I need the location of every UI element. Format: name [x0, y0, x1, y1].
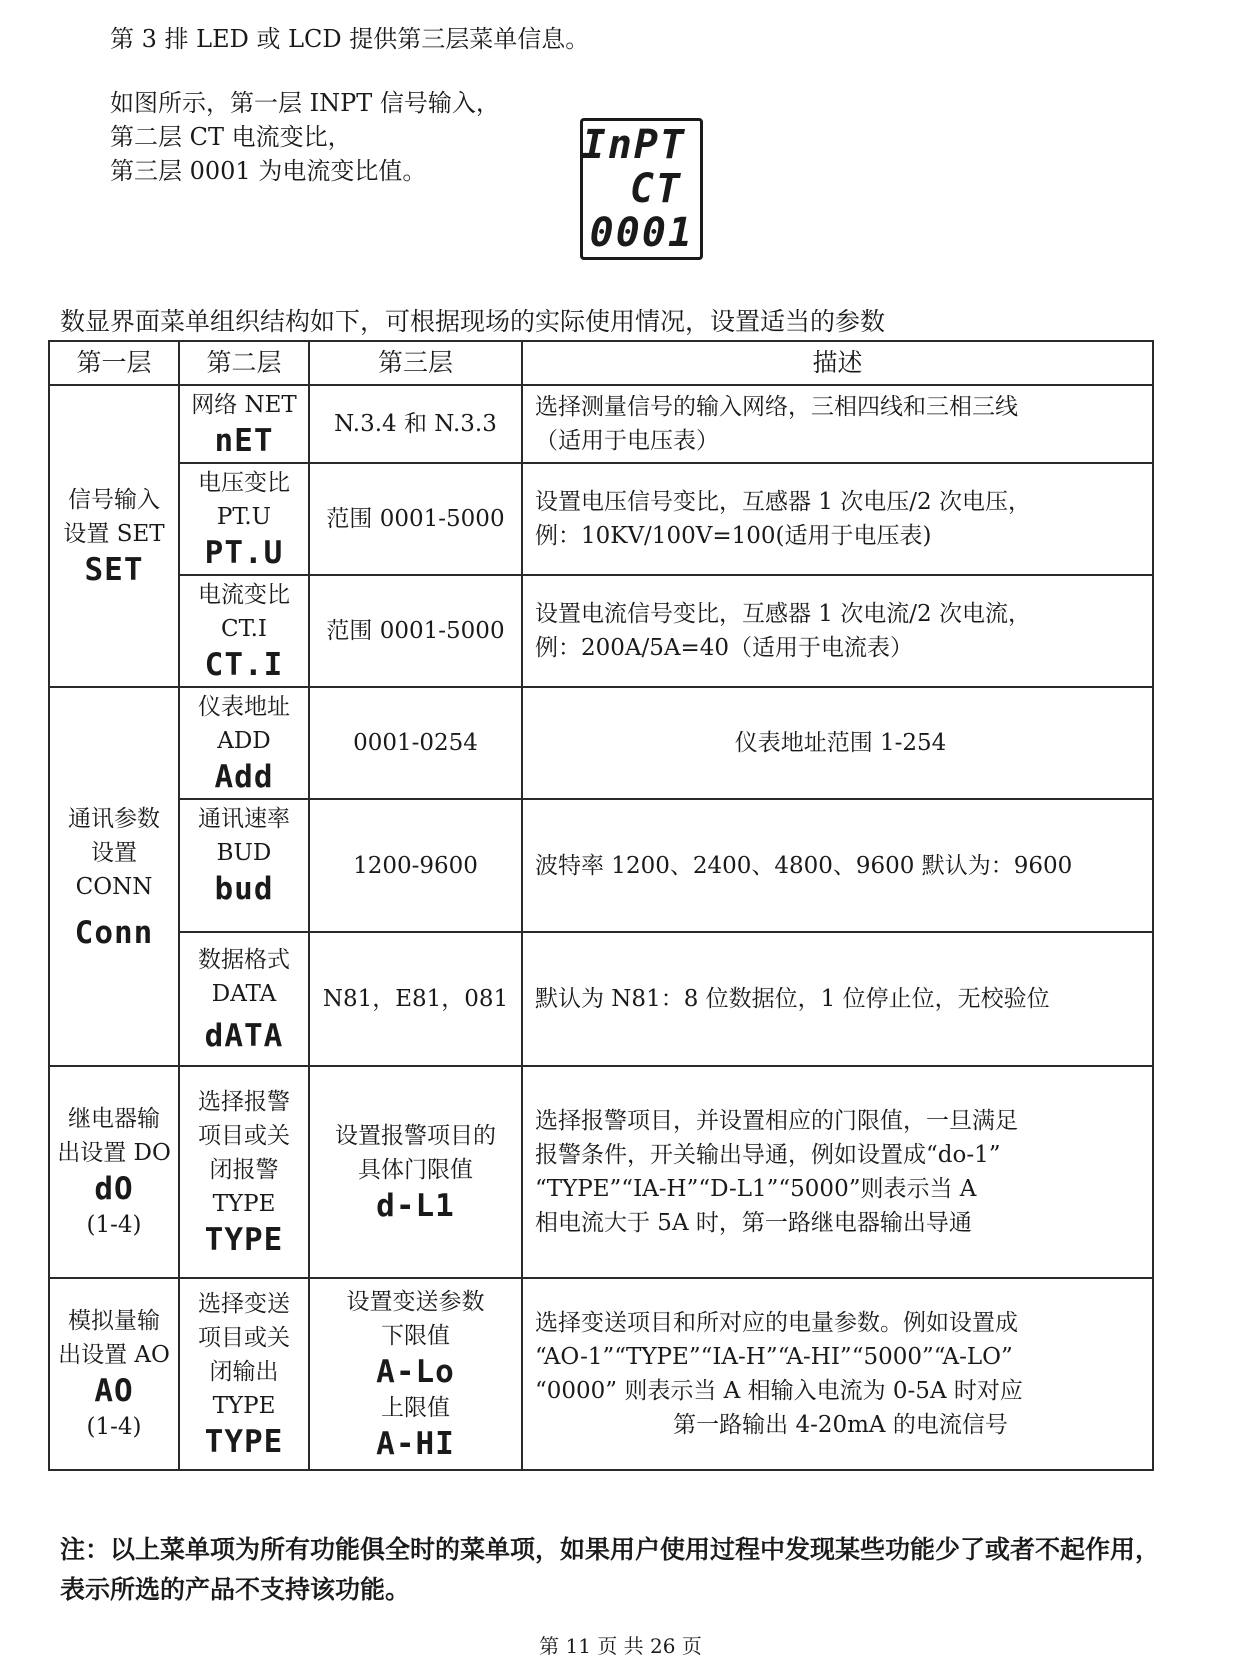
level-2-label: 选择变送: [198, 1291, 290, 1317]
description-line: 设置电流信号变比，互感器 1 次电流/2 次电流，: [535, 601, 1031, 627]
level-2-label: 项目或关: [198, 1123, 290, 1149]
lcd-row-2: CT: [629, 166, 682, 212]
level-2-label: PT.U: [216, 504, 272, 530]
table-row: [49, 687, 1153, 799]
table-row: [49, 463, 1153, 575]
level-1-cell-set: [49, 385, 179, 687]
level-2-label: 仪表地址: [198, 694, 290, 720]
level-3-label: 设置报警项目的: [335, 1123, 496, 1149]
level-3-label: 设置变送参数: [346, 1289, 485, 1315]
description-line: 波特率 1200、2400、4800、9600 默认为：9600: [535, 852, 1073, 879]
description-line: 选择报警项目，并设置相应的门限值，一旦满足: [535, 1108, 1018, 1134]
level-2-cell: [179, 1278, 309, 1470]
description-cell: [522, 385, 1153, 463]
description-line: 设置电压信号变比，互感器 1 次电压/2 次电压，: [535, 489, 1031, 515]
level-2-label: 闭输出: [209, 1359, 279, 1385]
description-cell: [522, 1278, 1153, 1470]
level-2-cell: [179, 687, 309, 799]
level-3-cell: 范围 0001-5000: [309, 463, 522, 575]
level-1-label: 设置 CONN: [75, 839, 153, 900]
level-2-label: 项目或关: [198, 1325, 290, 1351]
segment-display-text: PT.U: [204, 535, 284, 571]
table-row: [49, 385, 1153, 463]
header-description: 描述: [522, 341, 1153, 385]
level-1-cell-ao: [49, 1278, 179, 1470]
level-1-label: 信号输入: [68, 487, 160, 513]
description-line: 选择测量信号的输入网络，三相四线和三相三线: [535, 394, 1018, 420]
segment-display-text: TYPE: [204, 1222, 284, 1258]
footnote: 注：以上菜单项为所有功能俱全时的菜单项，如果用户使用过程中发现某些功能少了或者不起作用，表示所选的产品不支持该功能。: [60, 1535, 1161, 1604]
level-3-cell: 范围 0001-5000: [309, 575, 522, 687]
table-row: [49, 575, 1153, 687]
level-3-cell: [309, 1066, 522, 1278]
description-cell: [522, 687, 1153, 799]
level-1-label: 设置 SET: [63, 521, 165, 547]
level-2-label: ADD: [217, 728, 271, 754]
segment-display-text: TYPE: [204, 1424, 284, 1460]
level-3-cell: N81，E81，081: [309, 932, 522, 1066]
level-2-cell: [179, 1066, 309, 1278]
page-number: 第 11 页 共 26 页: [539, 1634, 702, 1658]
level-1-label: 继电器输: [68, 1106, 160, 1132]
intro-line-4: 第三层 0001 为电流变比值。: [110, 157, 427, 185]
level-1-label: (1-4): [86, 1414, 142, 1440]
level-1-label: 出设置 DO: [57, 1140, 171, 1166]
level-2-label: 网络 NET: [191, 392, 297, 418]
intro-line-2: 如图所示，第一层 INPT 信号输入，: [110, 89, 500, 117]
table-row: [49, 1066, 1153, 1278]
level-2-label: DATA: [211, 981, 277, 1007]
description-line: 相电流大于 5A 时，第一路继电器输出导通: [535, 1210, 972, 1236]
level-3-label: 上限值: [381, 1395, 450, 1421]
description-line: （适用于电压表）: [535, 428, 719, 454]
description-cell: [522, 1066, 1153, 1278]
segment-display-text: dO: [94, 1171, 134, 1207]
description-cell: [522, 799, 1153, 932]
level-3-cell: [309, 1278, 522, 1470]
lcd-display-illustration: [580, 118, 703, 260]
segment-display-text: AO: [94, 1373, 134, 1409]
description-line: 默认为 N81：8 位数据位，1 位停止位，无校验位: [535, 986, 1050, 1012]
segment-display-text: d-L1: [376, 1188, 455, 1224]
segment-display-text: nET: [214, 423, 274, 459]
level-1-cell-do: [49, 1066, 179, 1278]
segment-display-text: bud: [214, 871, 274, 907]
description-line: 选择变送项目和所对应的电量参数。例如设置成: [535, 1310, 1018, 1336]
segment-display-text: CT.I: [204, 647, 284, 683]
table-row: [49, 1278, 1153, 1470]
segment-display-text: A-HI: [376, 1426, 455, 1462]
level-1-label: 通讯参数: [68, 805, 160, 832]
description-cell: [522, 932, 1153, 1066]
header-level-3: 第三层: [309, 341, 522, 385]
lcd-row-1: InPT: [581, 122, 686, 168]
description-line: “TYPE”“IA-H”“D-L1”“5000”则表示当 A: [535, 1176, 977, 1202]
level-3-cell: 1200-9600: [309, 799, 522, 932]
table-row: [49, 799, 1153, 932]
level-2-label: 选择报警: [198, 1089, 290, 1115]
header-level-1: 第一层: [49, 341, 179, 385]
header-level-2: 第二层: [179, 341, 309, 385]
segment-display-text: SET: [84, 552, 144, 588]
level-1-label: (1-4): [86, 1212, 142, 1238]
intro-line-3: 第二层 CT 电流变比，: [110, 123, 352, 151]
level-2-cell: [179, 932, 309, 1066]
level-2-label: 通讯速率: [198, 806, 290, 832]
description-line: 例：10KV/100V=100(适用于电压表): [535, 523, 932, 549]
level-2-cell: [179, 799, 309, 932]
level-2-label: CT.I: [221, 616, 267, 642]
level-2-label: 闭报警: [209, 1157, 279, 1183]
lcd-row-3: 0001: [589, 210, 694, 256]
level-2-label: TYPE: [212, 1393, 276, 1419]
description-line: 报警条件，开关输出导通，例如设置成“do-1”: [535, 1142, 1001, 1168]
level-2-label: BUD: [216, 840, 272, 866]
description-line: 例：200A/5A=40（适用于电流表）: [535, 635, 914, 661]
intro-line-1: 第 3 排 LED 或 LCD 提供第三层菜单信息。: [110, 25, 590, 53]
segment-display-text: A-Lo: [376, 1354, 455, 1390]
level-3-cell: N.3.4 和 N.3.3: [309, 385, 522, 463]
description-line: 仪表地址范围 1-254: [734, 730, 947, 756]
menu-structure-table: [48, 340, 1154, 1471]
level-2-label: TYPE: [212, 1191, 276, 1217]
description-line: “AO-1”“TYPE”“IA-H”“A-HI”“5000”“A-LO”: [535, 1344, 1013, 1370]
level-2-label: 电流变比: [198, 582, 290, 608]
segment-display-text: Add: [214, 759, 274, 795]
level-1-cell-conn: [49, 687, 179, 1066]
segment-display-text: Conn: [74, 914, 154, 951]
description-line: 第一路输出 4-20mA 的电流信号: [673, 1412, 1008, 1438]
table-caption: 数显界面菜单组织结构如下，可根据现场的实际使用情况，设置适当的参数: [60, 307, 886, 336]
level-3-cell: 0001-0254: [309, 687, 522, 799]
level-2-cell: [179, 385, 309, 463]
level-1-label: 模拟量输: [68, 1308, 160, 1334]
level-3-label: 具体门限值: [358, 1157, 473, 1183]
level-2-label: 电压变比: [198, 470, 290, 496]
level-1-label: 出设置 AO: [58, 1342, 170, 1368]
level-2-cell: [179, 463, 309, 575]
table-row: [49, 932, 1153, 1066]
description-cell: [522, 463, 1153, 575]
description-line: “0000” 则表示当 A 相输入电流为 0-5A 时对应: [535, 1378, 1023, 1404]
table-header-row: [49, 341, 1153, 385]
segment-display-text: dATA: [204, 1018, 284, 1054]
level-2-cell: [179, 575, 309, 687]
description-cell: [522, 575, 1153, 687]
level-3-label: 下限值: [381, 1323, 450, 1349]
level-2-label: 数据格式: [198, 947, 290, 973]
